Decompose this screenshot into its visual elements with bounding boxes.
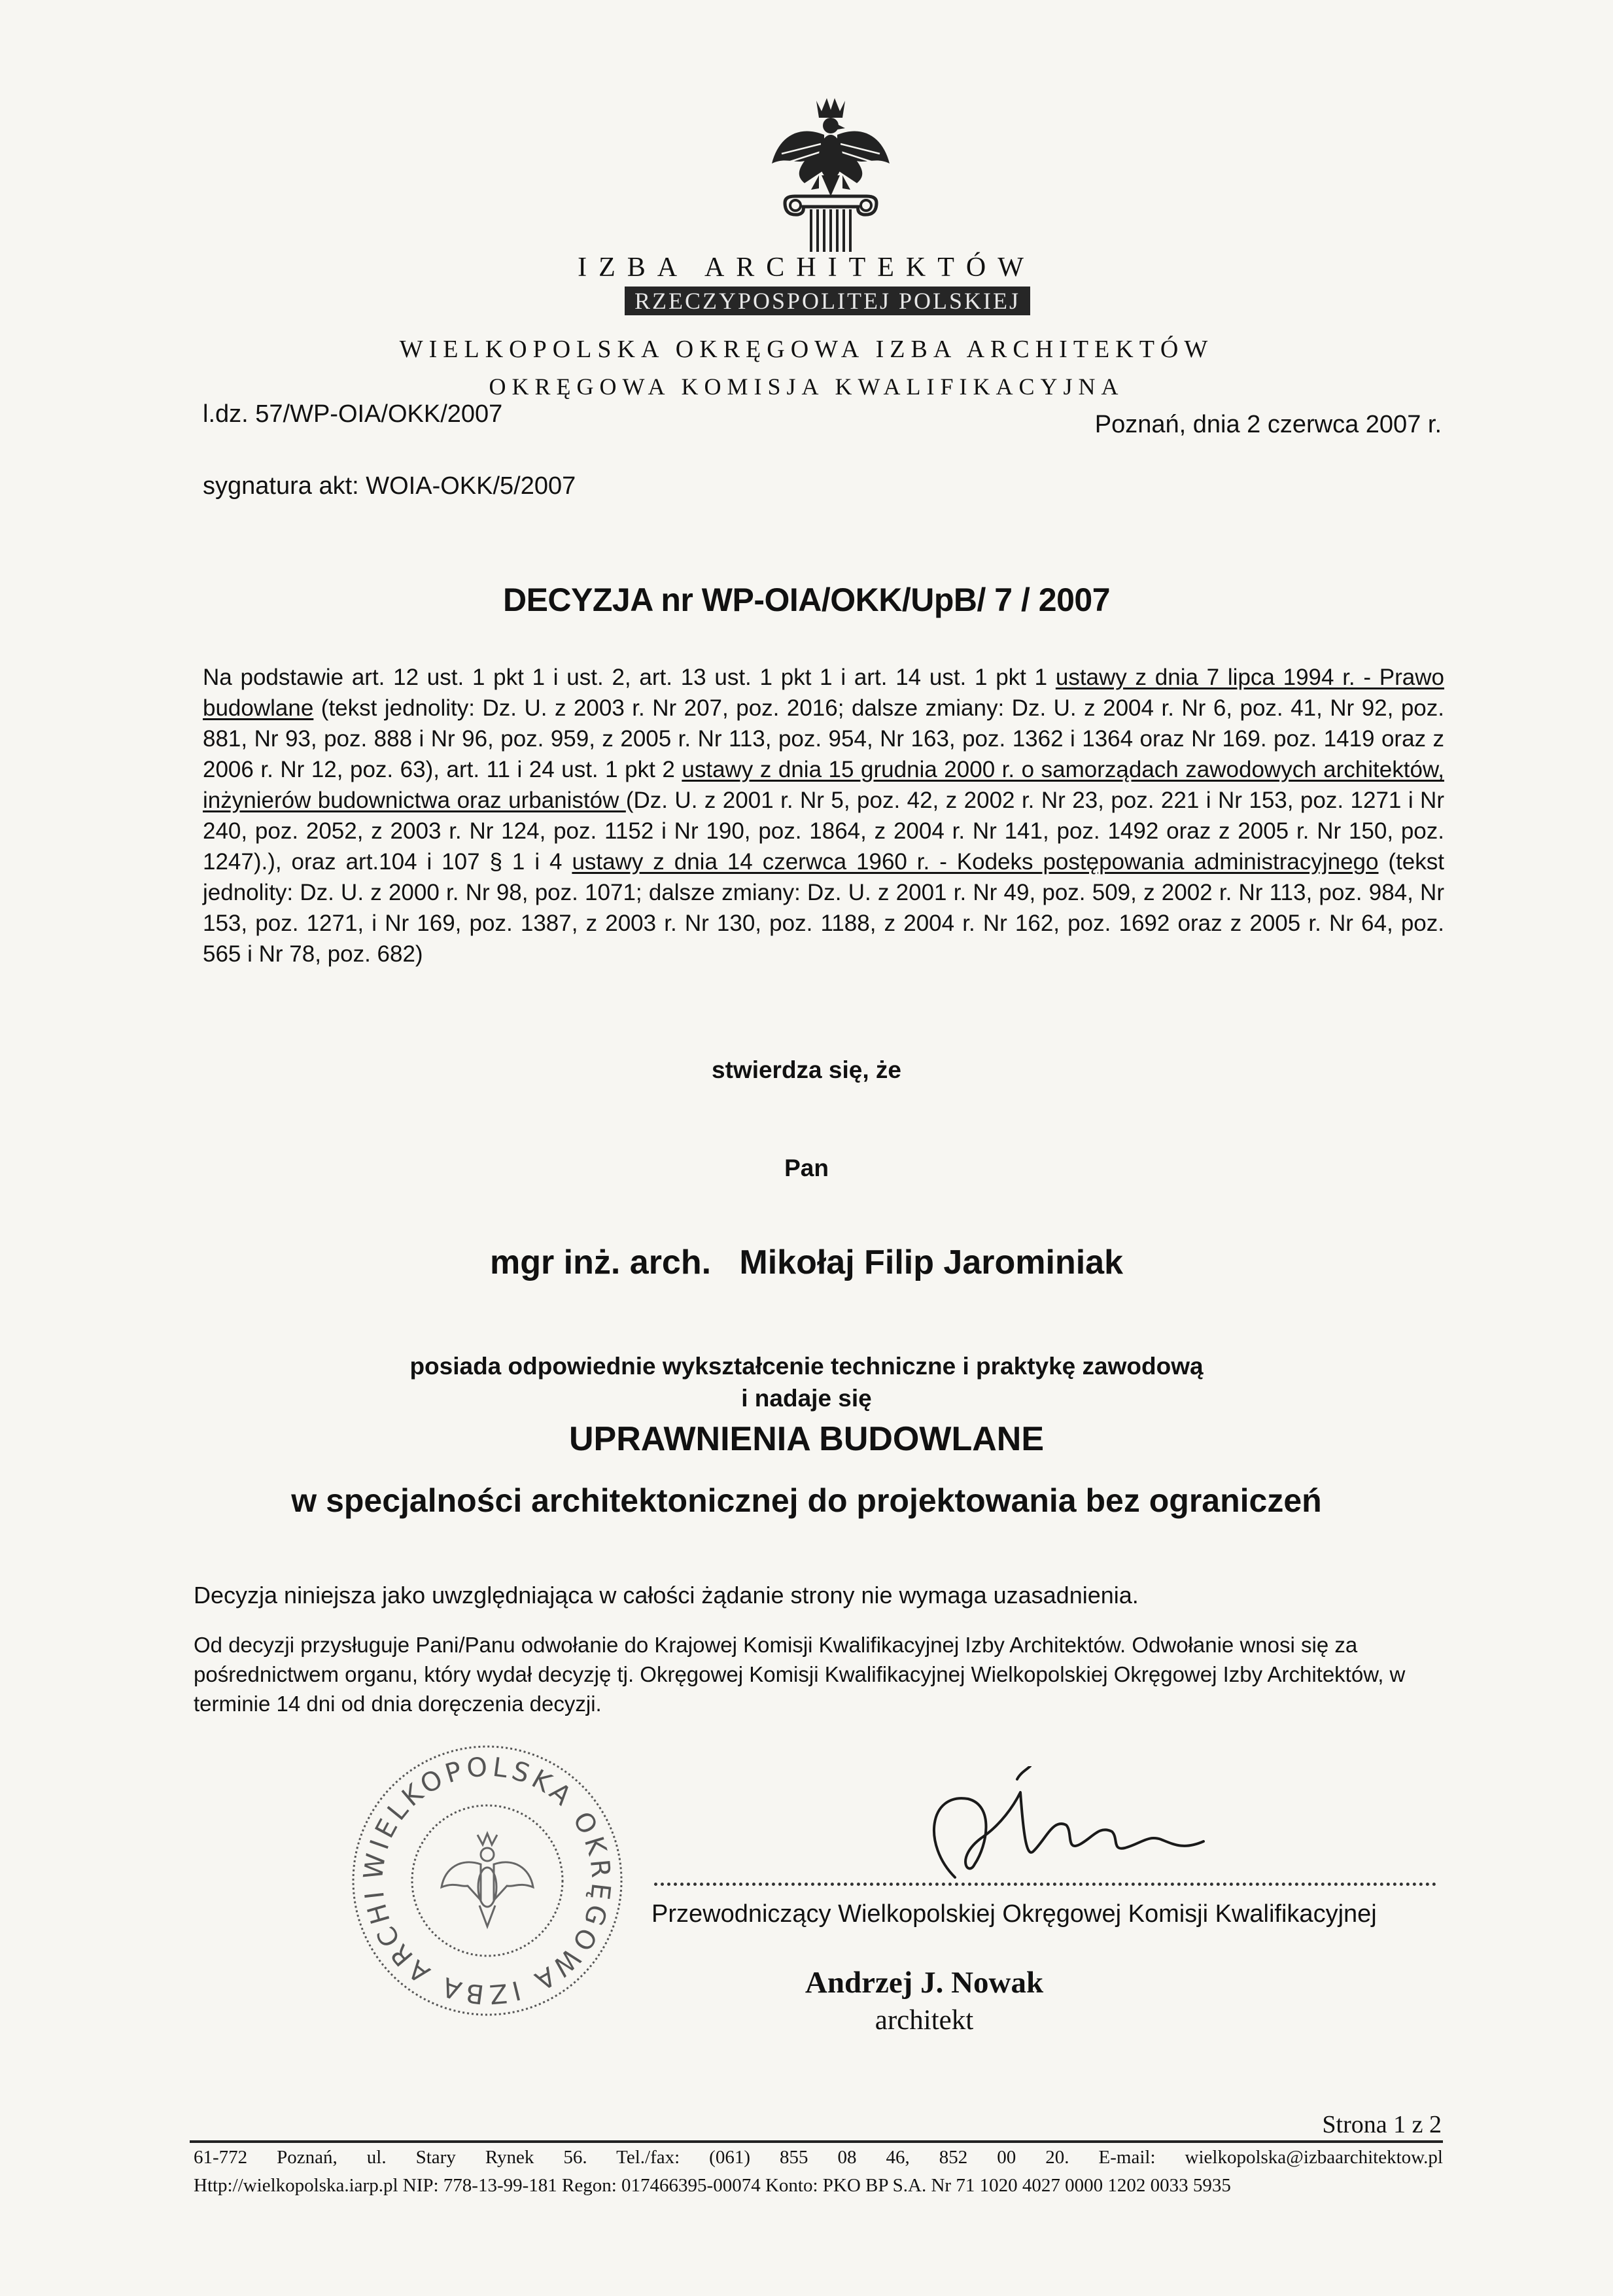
handwritten-signature-icon bbox=[916, 1766, 1243, 1890]
chairman-role: architekt bbox=[875, 2005, 974, 2036]
education-statement: posiada odpowiednie wykształcenie techniczne i praktykę zawodową bbox=[409, 1353, 1204, 1380]
place-and-date: Poznań, dnia 2 czerwca 2007 r. bbox=[1094, 411, 1442, 438]
stamp-text: WIELKOPOLSKA OKRĘGOWA IZBA ARCHI bbox=[358, 1752, 616, 2009]
appeal-note: Od decyzji przysługuje Pani/Panu odwołanie do Krajowej Komisji Kwalifikacyjnej Izby Architektów. Odwołanie wnosi się za pośrednictwem organu, który wydał decyzję tj. Okręgowej Komisji Kwalifikacyjnej Wielkopolskiej Okręgowej Izby Architektów, w terminie 14 dni od dnia doręczenia decyzji. bbox=[194, 1633, 1406, 1716]
grants-statement: i nadaje się bbox=[741, 1385, 872, 1412]
honorific: Pan bbox=[784, 1155, 829, 1181]
page-number: Strona 1 z 2 bbox=[1322, 2111, 1442, 2138]
legal-text-2: (tekst jednolity: Dz. U. z 2003 r. Nr 207, poz. 2016; dalsze zmiany: Dz. U. z 2004 r. Nr 6, poz. 41, Nr 92, poz. 881, Nr 93, poz. 888 i Nr 96, poz. 959, z 2005 r. Nr 113, poz. 954, Nr 163, poz. 1362 i 1364 oraz Nr 169. poz. 1419 oraz z 2006 r. Nr 12, poz. 63), art. 11 i 24 ust. 1 pkt 2 bbox=[203, 695, 1444, 782]
chamber-band: RZECZYPOSPOLITEJ POLSKIEJ bbox=[625, 287, 1030, 315]
states-that: stwierdza się, że bbox=[712, 1056, 901, 1083]
legal-text-4: (tekst jednolity: Dz. U. z 2000 r. Nr 98, poz. 1071; dalsze zmiany: Dz. U. z 2001 r. Nr 49, poz. 509, z 2002 r. Nr 113, poz. 984, Nr 153, poz. 1271, i Nr 169, poz. 1387, z 2003 r. Nr 130, poz. 1188, z 2004 r. Nr 162, poz. 1692 oraz z 2005 r. Nr 64, poz. 565 i Nr 78, poz. 682) bbox=[203, 849, 1444, 967]
legal-citation-admin-code: ustawy z dnia 14 czerwca 1960 r. - Kodeks postępowania administracyjnego bbox=[572, 849, 1379, 875]
footer-registry: Http://wielkopolska.iarp.pl NIP: 778-13-99-181 Regon: 017466395-00074 Konto: PKO BP S.A. Nr 71 1020 4027 0000 1202 0033 5935 bbox=[194, 2175, 1231, 2196]
legal-citation-professional-chambers: ustawy z dnia 15 grudnia 2000 r. o samorządach zawodowych architektów, inżynierów budownictwa oraz urbanistów bbox=[203, 757, 1444, 813]
footer-divider bbox=[190, 2140, 1443, 2143]
specialty: w specjalności architektonicznej do projektowania bez ograniczeń bbox=[291, 1482, 1322, 1519]
qualification-commission: OKRĘGOWA KOMISJA KWALIFIKACYJNA bbox=[489, 374, 1124, 400]
case-reference: sygnatura akt: WOIA-OKK/5/2007 bbox=[203, 472, 576, 500]
legal-text-3: (Dz. U. z 2001 r. Nr 5, poz. 42, z 2002 r. Nr 23, poz. 221 i Nr 153, poz. 1271 i Nr 240, poz. 2052, z 2003 r. Nr 124, poz. 1152 i Nr 190, poz. 1864, z 2004 r. Nr 141, poz. 1492 oraz z 2005 r. Nr 150, poz. 1247).), oraz art.104 i 107 § 1 i 4 bbox=[203, 788, 1444, 875]
person-name: mgr inż. arch. Mikołaj Filip Jarominiak bbox=[489, 1244, 1124, 1281]
rights-title: UPRAWNIENIA BUDOWLANE bbox=[568, 1420, 1045, 1458]
legal-text-1: Na podstawie art. 12 ust. 1 pkt 1 i ust. 2, art. 13 ust. 1 pkt 1 i art. 14 ust. 1 pkt 1 bbox=[203, 665, 1056, 690]
signature-dotted-line bbox=[654, 1883, 1436, 1886]
decision-title: DECYZJA nr WP-OIA/OKK/UpB/ 7 / 2007 bbox=[502, 582, 1111, 618]
chairman-name: Andrzej J. Nowak bbox=[805, 1966, 1044, 2000]
legal-basis-paragraph bbox=[203, 662, 1444, 969]
no-justification-note: Decyzja niniejsza jako uwzględniająca w całości żądanie strony nie wymaga uzasadnienia. bbox=[194, 1582, 1139, 1609]
polish-eagle-emblem-icon bbox=[759, 92, 903, 255]
reference-number: l.dz. 57/WP-OIA/OKK/2007 bbox=[203, 400, 503, 428]
chamber-name: IZBA ARCHITEKTÓW bbox=[578, 252, 1035, 283]
footer-address: 61-772 Poznań, ul. Stary Rynek 56. Tel./fax: (061) 855 08 46, 852 00 20. E-mail: wielkopolska@izbaarchitektow.pl bbox=[194, 2147, 1443, 2168]
legal-citation-building-law: ustawy z dnia 7 lipca 1994 r. - Prawo budowlane bbox=[203, 665, 1444, 721]
chairman-title: Przewodniczący Wielkopolskiej Okręgowej Komisji Kwalifikacyjnej bbox=[651, 1900, 1377, 1928]
regional-chamber: WIELKOPOLSKA OKRĘGOWA IZBA ARCHITEKTÓW bbox=[399, 336, 1214, 363]
